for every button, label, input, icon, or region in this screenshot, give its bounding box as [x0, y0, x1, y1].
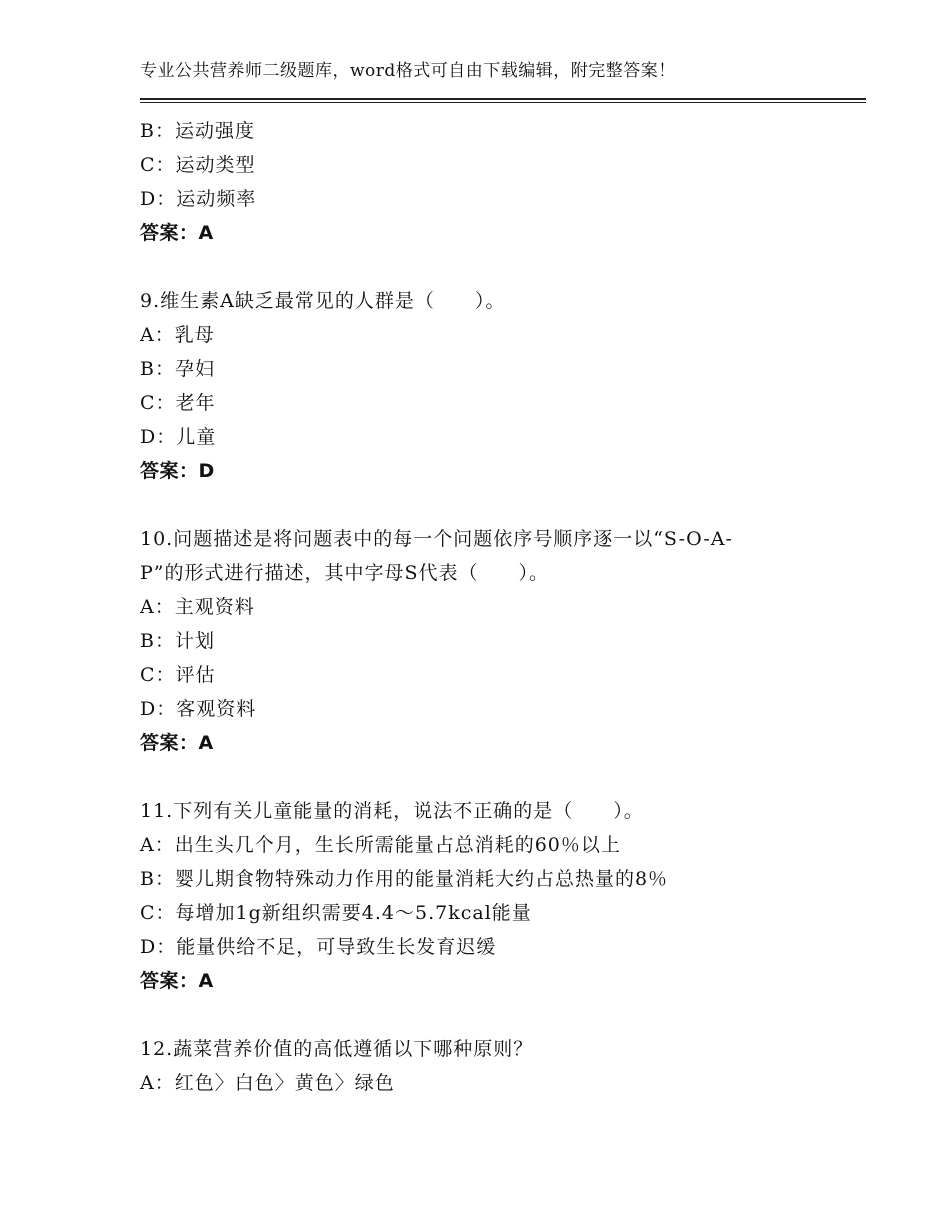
question-text-line-2: P”的形式进行描述，其中字母S代表（ ）。 [140, 562, 550, 584]
header-rule-thick [140, 98, 866, 100]
question-text: 11.下列有关儿童能量的消耗，说法不正确的是（ ）。 [140, 800, 644, 822]
option-c: C：每增加1g新组织需要4.4～5.7kcal能量 [140, 902, 532, 924]
question-block-11 [140, 794, 810, 998]
option-a: A：红色〉白色〉黄色〉绿色 [140, 1072, 395, 1094]
option-d: D：儿童 [140, 426, 217, 448]
option-b: B：计划 [140, 630, 215, 652]
option-b: B：婴儿期食物特殊动力作用的能量消耗大约占总热量的8％ [140, 868, 669, 890]
option-d: D：能量供给不足，可导致生长发育迟缓 [140, 936, 497, 958]
page-header: 专业公共营养师二级题库，word格式可自由下载编辑，附完整答案！ [140, 61, 676, 81]
option-a: A：乳母 [140, 324, 215, 346]
option-b: B：运动强度 [140, 120, 255, 142]
answer-line: 答案：A [140, 970, 214, 992]
question-text: 12.蔬菜营养价值的高低遵循以下哪种原则？ [140, 1038, 534, 1060]
answer-line: 答案：A [140, 222, 214, 244]
question-block-12 [140, 1032, 810, 1100]
header-rule-thin [140, 102, 866, 103]
question-block-10 [140, 522, 810, 760]
spacer [140, 998, 810, 1032]
question-text-line-1: 10.问题描述是将问题表中的每一个问题依序号顺序逐一以“S-O-A- [140, 528, 733, 550]
spacer [140, 760, 810, 794]
option-a: A：主观资料 [140, 596, 255, 618]
spacer [140, 250, 810, 284]
question-block-9 [140, 284, 810, 488]
option-b: B：孕妇 [140, 358, 215, 380]
question-block-8 [140, 114, 810, 250]
option-c: C：运动类型 [140, 154, 256, 176]
option-c: C：老年 [140, 392, 216, 414]
question-text: 9.维生素A缺乏最常见的人群是（ ）。 [140, 290, 506, 312]
option-d: D：客观资料 [140, 698, 257, 720]
option-c: C：评估 [140, 664, 216, 686]
option-d: D：运动频率 [140, 188, 257, 210]
answer-line: 答案：A [140, 732, 214, 754]
question-content [140, 114, 810, 1100]
spacer [140, 488, 810, 522]
option-a: A：出生头几个月，生长所需能量占总消耗的60％以上 [140, 834, 621, 856]
answer-line: 答案：D [140, 460, 215, 482]
